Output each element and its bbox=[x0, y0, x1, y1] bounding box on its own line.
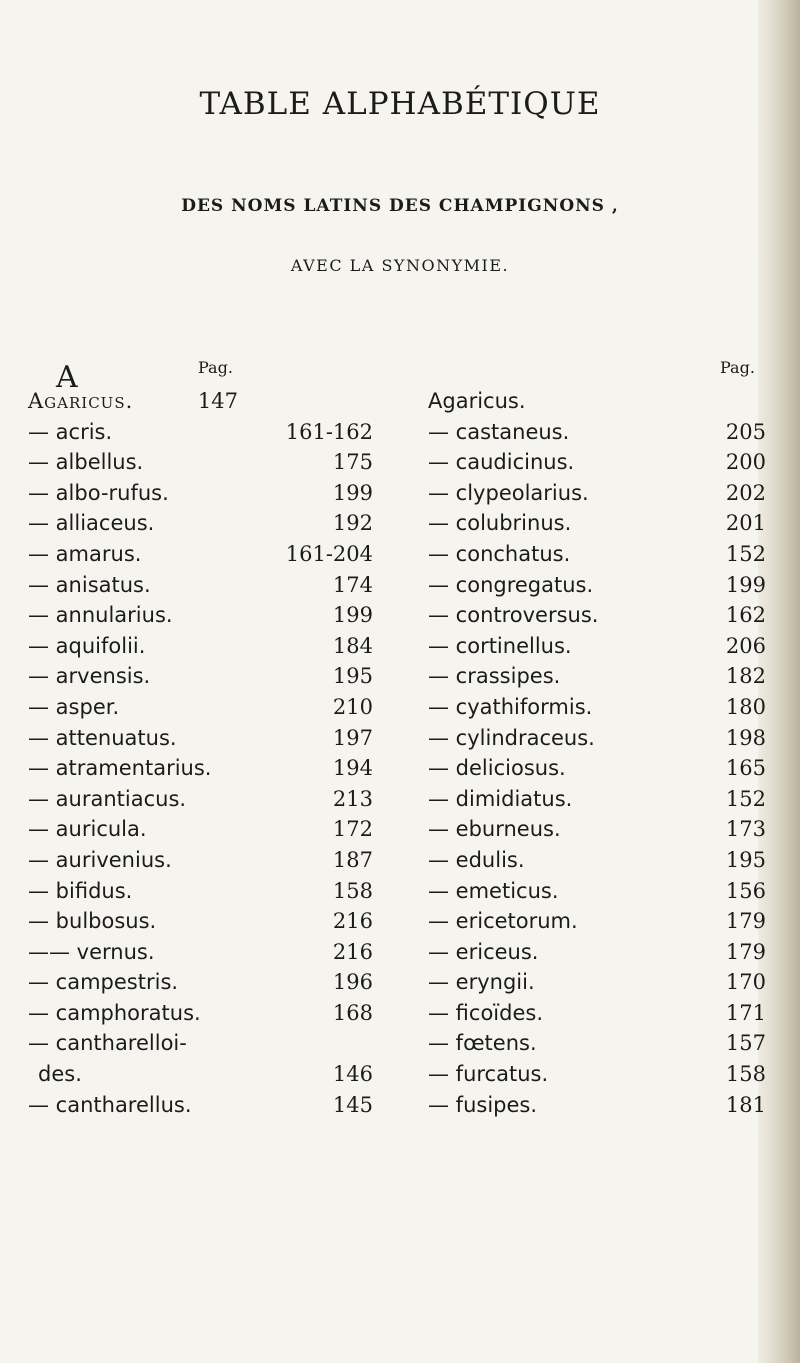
entry-name: — deliciosus. bbox=[428, 756, 566, 781]
entry-page: 195 bbox=[332, 664, 373, 689]
index-entry bbox=[428, 1059, 766, 1090]
index-entry bbox=[28, 814, 373, 845]
entry-page: 146 bbox=[332, 1062, 373, 1087]
entry-page: 179 bbox=[725, 909, 766, 934]
index-entry bbox=[428, 661, 766, 692]
index-entry bbox=[28, 1028, 373, 1059]
entry-name: — campestris. bbox=[28, 970, 179, 995]
entry-page: 170 bbox=[725, 970, 766, 995]
index-entry bbox=[28, 600, 373, 631]
index-entry bbox=[28, 998, 373, 1029]
entry-page: 210 bbox=[332, 694, 373, 719]
index-entry bbox=[28, 478, 373, 509]
entry-name: —— vernus. bbox=[28, 939, 155, 964]
entry-page: 152 bbox=[725, 541, 766, 566]
page-label-right: Pag. bbox=[720, 358, 755, 377]
entry-page: 156 bbox=[725, 878, 766, 903]
entry-page: 192 bbox=[332, 511, 373, 536]
entry-page: 199 bbox=[725, 572, 766, 597]
index-entry bbox=[28, 447, 373, 478]
index-entry bbox=[428, 570, 766, 601]
entry-page: 171 bbox=[725, 1000, 766, 1025]
subtitle-line-2: AVEC LA SYNONYMIE. bbox=[290, 256, 510, 275]
index-entry bbox=[428, 1090, 766, 1121]
entry-page: 173 bbox=[725, 817, 766, 842]
entry-page: 196 bbox=[332, 970, 373, 995]
entry-name: — eryngii. bbox=[428, 970, 535, 995]
section-letter: A bbox=[56, 360, 78, 395]
index-entry bbox=[428, 998, 766, 1029]
entry-page: 168 bbox=[332, 1000, 373, 1025]
entry-name: — arvensis. bbox=[28, 664, 151, 689]
entry-name: — crassipes. bbox=[428, 664, 561, 689]
left-entry-list bbox=[28, 417, 373, 1121]
index-entry bbox=[428, 478, 766, 509]
entry-name: — caudicinus. bbox=[428, 450, 575, 475]
index-entry bbox=[428, 600, 766, 631]
entry-page: 201 bbox=[725, 511, 766, 536]
index-entry bbox=[428, 876, 766, 907]
entry-name: — asper. bbox=[28, 694, 120, 719]
entry-name: — aurivenius. bbox=[28, 847, 172, 872]
index-entry bbox=[28, 1090, 373, 1121]
index-entry bbox=[428, 723, 766, 754]
entry-name: — clypeolarius. bbox=[428, 480, 589, 505]
entry-page: 161-204 bbox=[285, 541, 373, 566]
right-heading-name: Agaricus. bbox=[428, 389, 526, 413]
index-entry bbox=[28, 661, 373, 692]
entry-page: 172 bbox=[332, 817, 373, 842]
left-heading bbox=[28, 386, 373, 417]
entry-page: 216 bbox=[332, 909, 373, 934]
entry-page: 175 bbox=[332, 450, 373, 475]
index-entry bbox=[28, 876, 373, 907]
entry-page: 194 bbox=[332, 756, 373, 781]
entry-name: — ericetorum. bbox=[428, 909, 578, 934]
entry-name: — conchatus. bbox=[428, 541, 571, 566]
entry-name: — atramentarius. bbox=[28, 756, 212, 781]
entry-name: — dimidiatus. bbox=[428, 786, 573, 811]
index-entry bbox=[28, 845, 373, 876]
subtitle-line-1: DES NOMS LATINS DES CHAMPIGNONS , bbox=[181, 196, 619, 216]
entry-name: — alliaceus. bbox=[28, 511, 155, 536]
index-entry bbox=[28, 417, 373, 448]
left-heading-page: 147 bbox=[197, 389, 238, 413]
page-label-left: Pag. bbox=[198, 358, 233, 377]
entry-name: — ficoïdes. bbox=[428, 1000, 543, 1025]
entry-name: — aurantiacus. bbox=[28, 786, 187, 811]
entry-name: — cortinellus. bbox=[428, 633, 572, 658]
entry-page: 145 bbox=[332, 1092, 373, 1117]
entry-name: — camphoratus. bbox=[28, 1000, 201, 1025]
index-entry bbox=[28, 784, 373, 815]
entry-page: 162 bbox=[725, 603, 766, 628]
index-entry bbox=[28, 723, 373, 754]
index-entry bbox=[28, 508, 373, 539]
entry-name: — anisatus. bbox=[28, 572, 151, 597]
entry-name: — ericeus. bbox=[428, 939, 539, 964]
entry-name: — fusipes. bbox=[428, 1092, 538, 1117]
entry-name: — albellus. bbox=[28, 450, 144, 475]
entry-page: 181 bbox=[725, 1092, 766, 1117]
index-entry bbox=[28, 753, 373, 784]
entry-page: 174 bbox=[332, 572, 373, 597]
entry-page: 157 bbox=[725, 1031, 766, 1056]
entry-name: — cantharelloi- bbox=[28, 1031, 187, 1056]
entry-page: 158 bbox=[725, 1062, 766, 1087]
entry-name: — cantharellus. bbox=[28, 1092, 192, 1117]
entry-page: 180 bbox=[725, 694, 766, 719]
right-column bbox=[428, 386, 766, 1120]
entry-name: — castaneus. bbox=[428, 419, 570, 444]
index-entry bbox=[428, 937, 766, 968]
index-entry bbox=[28, 967, 373, 998]
entry-page: 195 bbox=[725, 847, 766, 872]
entry-page: 197 bbox=[332, 725, 373, 750]
right-heading bbox=[428, 386, 766, 417]
index-entry bbox=[428, 906, 766, 937]
entry-name: — acris. bbox=[28, 419, 113, 444]
entry-name: des. bbox=[38, 1062, 82, 1087]
entry-page: 198 bbox=[725, 725, 766, 750]
entry-page: 161-162 bbox=[285, 419, 373, 444]
index-entry bbox=[428, 447, 766, 478]
entry-page: 206 bbox=[725, 633, 766, 658]
entry-name: — attenuatus. bbox=[28, 725, 177, 750]
index-entry bbox=[28, 937, 373, 968]
entry-name: — furcatus. bbox=[428, 1062, 549, 1087]
entry-name: — cylindraceus. bbox=[428, 725, 595, 750]
entry-name: — fœtens. bbox=[428, 1031, 537, 1056]
index-entry bbox=[28, 631, 373, 662]
entry-name: — cyathiformis. bbox=[428, 694, 593, 719]
index-entry bbox=[428, 845, 766, 876]
index-entry bbox=[28, 1059, 373, 1090]
index-entry bbox=[428, 631, 766, 662]
entry-name: — congregatus. bbox=[428, 572, 594, 597]
entry-page: 199 bbox=[332, 480, 373, 505]
entry-name: — emeticus. bbox=[428, 878, 559, 903]
index-entry bbox=[428, 814, 766, 845]
entry-page: 165 bbox=[725, 756, 766, 781]
index-entry bbox=[28, 906, 373, 937]
index-entry bbox=[428, 1028, 766, 1059]
entry-page: 182 bbox=[725, 664, 766, 689]
entry-page: 184 bbox=[332, 633, 373, 658]
index-entry bbox=[28, 570, 373, 601]
entry-name: — bifidus. bbox=[28, 878, 133, 903]
entry-name: — edulis. bbox=[428, 847, 525, 872]
page-title: TABLE ALPHABÉTIQUE bbox=[199, 86, 601, 122]
entry-name: — colubrinus. bbox=[428, 511, 572, 536]
right-entry-list bbox=[428, 417, 766, 1121]
entry-page: 199 bbox=[332, 603, 373, 628]
entry-page: 202 bbox=[725, 480, 766, 505]
index-entry bbox=[28, 539, 373, 570]
index-entry bbox=[428, 539, 766, 570]
entry-page: 200 bbox=[725, 450, 766, 475]
entry-page: 158 bbox=[332, 878, 373, 903]
left-column bbox=[28, 386, 373, 1120]
index-entry bbox=[428, 784, 766, 815]
left-heading-name: Agaricus. bbox=[28, 389, 134, 413]
entry-page: 213 bbox=[332, 786, 373, 811]
entry-name: — amarus. bbox=[28, 541, 142, 566]
entry-page: 179 bbox=[725, 939, 766, 964]
index-entry bbox=[428, 692, 766, 723]
entry-page: 216 bbox=[332, 939, 373, 964]
entry-name: — auricula. bbox=[28, 817, 147, 842]
index-entry bbox=[28, 692, 373, 723]
entry-page: 205 bbox=[725, 419, 766, 444]
entry-page: 187 bbox=[332, 847, 373, 872]
index-entry bbox=[428, 967, 766, 998]
index-entry bbox=[428, 508, 766, 539]
entry-name: — eburneus. bbox=[428, 817, 561, 842]
entry-name: — annularius. bbox=[28, 603, 173, 628]
entry-name: — controversus. bbox=[428, 603, 599, 628]
entry-name: — albo-rufus. bbox=[28, 480, 169, 505]
entry-name: — bulbosus. bbox=[28, 909, 157, 934]
index-entry bbox=[428, 753, 766, 784]
entry-page: 152 bbox=[725, 786, 766, 811]
entry-name: — aquifolii. bbox=[28, 633, 146, 658]
index-entry bbox=[428, 417, 766, 448]
